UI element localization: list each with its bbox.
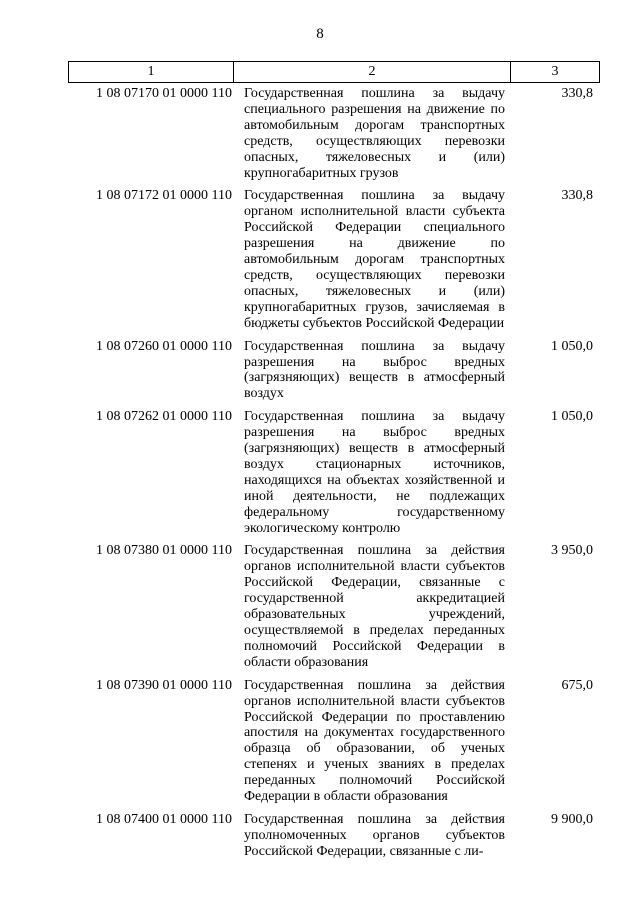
table-row xyxy=(68,339,600,403)
row-amount: 330,8 xyxy=(561,86,593,101)
row-description: Государственная пошлина за действия органов исполнительной власти субъектов Российской Федерации, связанные с государственной аккредитацией образовательных учреждений, осуществляемой в пределах переданных полномочий Российской Федерации в области образования xyxy=(244,543,505,670)
table-row xyxy=(68,543,600,670)
budget-code: 1 08 07170 01 0000 110 xyxy=(96,86,232,101)
column-header-row xyxy=(69,62,600,83)
row-description: Государственная пошлина за выдачу разрешения на выброс вредных (загрязняющих) веществ в атмосферный воздух стационарных источников, находящихся на объектах хозяйственной и иной деятельности, не подлежащих федеральному государственному экологическому контролю xyxy=(244,409,505,536)
column-header-2: 2 xyxy=(234,62,511,83)
page-number: 8 xyxy=(316,26,324,42)
row-description: Государственная пошлина за действия органов исполнительной власти субъектов Российской Федерации по проставлению апостиля на документах государственного образца об образовании, об ученых степенях и ученых званиях в пределах переданных полномочий Российской Федерации в области образования xyxy=(244,677,505,805)
table-row xyxy=(68,188,600,331)
budget-code: 1 08 07260 01 0000 110 xyxy=(96,338,232,354)
row-description: Государственная пошлина за выдачу специального разрешения на движение по автомобильным дорогам транспортных средств, осуществляющих перевозки опасных, тяжеловесных и (или) крупногабаритных грузов xyxy=(244,86,505,181)
row-description: Государственная пошлина за выдачу органом исполнительной власти субъекта Российской Федерации специального разрешения на движение по автомобильным дорогам транспортных средств, осуществляющих перевозки опасных, тяжеловесных и (или) крупногабаритных грузов, зачисляемая в бюджеты субъектов Российской Федерации xyxy=(244,188,505,331)
table-row xyxy=(68,678,600,805)
table-row xyxy=(68,409,600,536)
table-row xyxy=(68,812,600,860)
column-header-1: 1 xyxy=(69,62,234,83)
budget-code: 1 08 07262 01 0000 110 xyxy=(96,409,232,425)
row-amount: 330,8 xyxy=(561,188,593,204)
budget-code: 1 08 07390 01 0000 110 xyxy=(96,677,232,693)
budget-code: 1 08 07172 01 0000 110 xyxy=(96,188,232,204)
row-amount: 9 900,0 xyxy=(551,811,593,827)
row-amount: 675,0 xyxy=(561,677,593,693)
budget-code: 1 08 07400 01 0000 110 xyxy=(96,811,232,827)
column-header-3: 3 xyxy=(511,62,600,83)
row-amount: 1 050,0 xyxy=(551,409,593,425)
column-header-table xyxy=(68,61,600,83)
table-body xyxy=(68,86,600,867)
row-description: Государственная пошлина за выдачу разрешения на выброс вредных (загрязняющих) веществ в атмосферный воздух xyxy=(244,338,505,402)
table-row xyxy=(68,86,600,181)
budget-code: 1 08 07380 01 0000 110 xyxy=(96,543,232,559)
row-description: Государственная пошлина за действия уполномоченных органов субъектов Российской Федерации, связанные с ли- xyxy=(244,811,505,859)
row-amount: 3 950,0 xyxy=(551,543,593,559)
row-amount: 1 050,0 xyxy=(551,338,593,354)
